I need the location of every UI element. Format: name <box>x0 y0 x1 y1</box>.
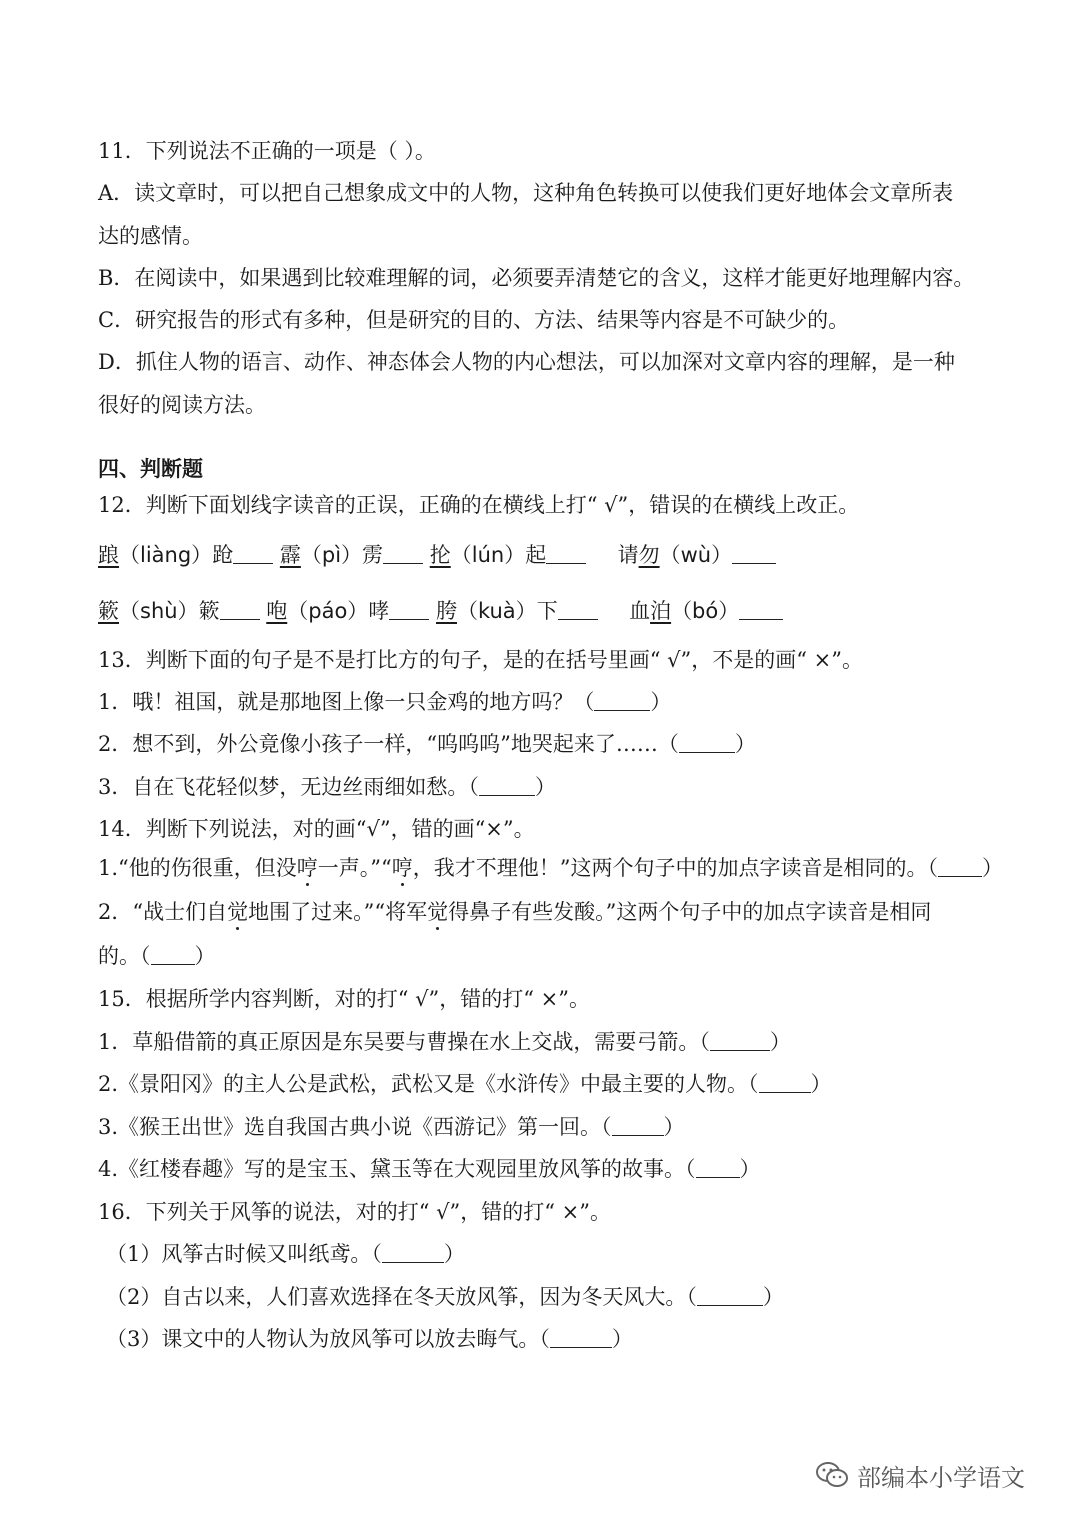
answer-blank[interactable] <box>739 599 783 620</box>
q16-item-2: （2）自古以来，人们喜欢选择在冬天放风筝，因为冬天风大。（ ） <box>106 1285 784 1309</box>
q14-item-1: 1.“他的伤很重，但没哼一声。”“哼，我才不理他！”这两个句子中的加点字读音是相同的。（ ） <box>98 856 1003 880</box>
q12-item: 簌（shù）簌 <box>98 599 260 623</box>
q14-title: 14．判断下列说法，对的画“√”，错的画“×”。 <box>98 817 535 841</box>
q12-item: 胯（kuà）下 <box>436 599 598 623</box>
answer-blank[interactable] <box>594 690 650 711</box>
answer-blank[interactable] <box>550 1327 612 1348</box>
q11-title: 11．下列说法不正确的一项是（ ）。 <box>98 139 436 163</box>
q13-item-1: 1．哦！祖国，就是那地图上像一只金鸡的地方吗？（ ） <box>98 690 672 714</box>
answer-blank[interactable] <box>558 599 598 620</box>
q11-option-d: D．抓住人物的语言、动作、神态体会人物的内心想法，可以加深对文章内容的理解，是一种 <box>98 350 955 374</box>
q13-item-3: 3．自在飞花轻似梦，无边丝雨细如愁。（ ） <box>98 775 556 799</box>
q11-option-d-cont: 很好的阅读方法。 <box>98 393 266 417</box>
q12-item: 血泊（bó） <box>629 599 783 623</box>
q16-title: 16．下列关于风筝的说法，对的打“ √”，错的打“ ×”。 <box>98 1200 611 1224</box>
q15-title: 15．根据所学内容判断，对的打“ √”，错的打“ ×”。 <box>98 987 590 1011</box>
answer-blank[interactable] <box>679 732 735 753</box>
q11-option-a: A．读文章时，可以把自己想象成文中的人物，这种角色转换可以使我们更好地体会文章所表 <box>98 181 954 205</box>
section-heading: 四、判断题 <box>98 456 203 481</box>
answer-blank[interactable] <box>546 543 586 564</box>
answer-blank[interactable] <box>389 599 429 620</box>
q16-item-1: （1）风筝古时候又叫纸鸢。（ ） <box>106 1242 465 1266</box>
q15-item-4: 4.《红楼春趣》写的是宝玉、黛玉等在大观园里放风筝的故事。（ ） <box>98 1157 761 1181</box>
q11-option-b: B．在阅读中，如果遇到比较难理解的词，必须要弄清楚它的含义，这样才能更好地理解内容。 <box>98 266 975 290</box>
answer-blank[interactable] <box>732 543 776 564</box>
q12-title: 12．判断下面划线字读音的正误，正确的在横线上打“ √”，错误的在横线上改正。 <box>98 493 860 517</box>
q12-item: 霹（pì）雳 <box>280 543 423 567</box>
q11-option-c: C．研究报告的形式有多种，但是研究的目的、方法、结果等内容是不可缺少的。 <box>98 308 850 332</box>
q12-item: 请勿（wù） <box>618 543 777 567</box>
answer-blank[interactable] <box>710 1030 770 1051</box>
answer-blank[interactable] <box>759 1072 811 1093</box>
answer-blank[interactable] <box>612 1115 664 1136</box>
wechat-icon <box>815 1460 849 1490</box>
q12-row-1 <box>98 540 998 570</box>
answer-blank[interactable] <box>479 775 535 796</box>
answer-blank[interactable] <box>151 944 195 965</box>
q12-row-2 <box>98 596 998 626</box>
q14-item-2: 2．“战士们自觉地围了过来。”“将军觉得鼻子有些发酸。”这两个句子中的加点字读音是相同 <box>98 900 932 924</box>
q13-item-2: 2．想不到，外公竟像小孩子一样，“呜呜呜”地哭起来了……（ ） <box>98 732 756 756</box>
q15-item-1: 1．草船借箭的真正原因是东吴要与曹操在水上交战，需要弓箭。（ ） <box>98 1030 791 1054</box>
q13-title: 13．判断下面的句子是不是打比方的句子，是的在括号里画“ √”，不是的画“ ×”。 <box>98 648 863 672</box>
q16-item-3: （3）课文中的人物认为放风筝可以放去晦气。（ ） <box>106 1327 633 1351</box>
answer-blank[interactable] <box>233 543 273 564</box>
q14-item-2-cont: 的。（ ） <box>98 944 216 968</box>
q12-item: 抡（lún）起 <box>430 543 586 567</box>
q11-option-a-cont: 达的感情。 <box>98 224 203 248</box>
watermark-text: 部编本小学语文 <box>857 1463 1025 1492</box>
answer-blank[interactable] <box>382 1242 444 1263</box>
watermark <box>815 1455 1065 1495</box>
answer-blank[interactable] <box>938 856 982 877</box>
q12-item: 踉（liàng）跄 <box>98 543 273 567</box>
answer-blank[interactable] <box>696 1157 740 1178</box>
answer-blank[interactable] <box>383 543 423 564</box>
q12-item: 咆（páo）哮 <box>266 599 429 623</box>
answer-blank[interactable] <box>220 599 260 620</box>
q15-item-3: 3.《猴王出世》选自我国古典小说《西游记》第一回。（ ） <box>98 1115 685 1139</box>
q15-item-2: 2.《景阳冈》的主人公是武松，武松又是《水浒传》中最主要的人物。（ ） <box>98 1072 832 1096</box>
answer-blank[interactable] <box>697 1285 763 1306</box>
